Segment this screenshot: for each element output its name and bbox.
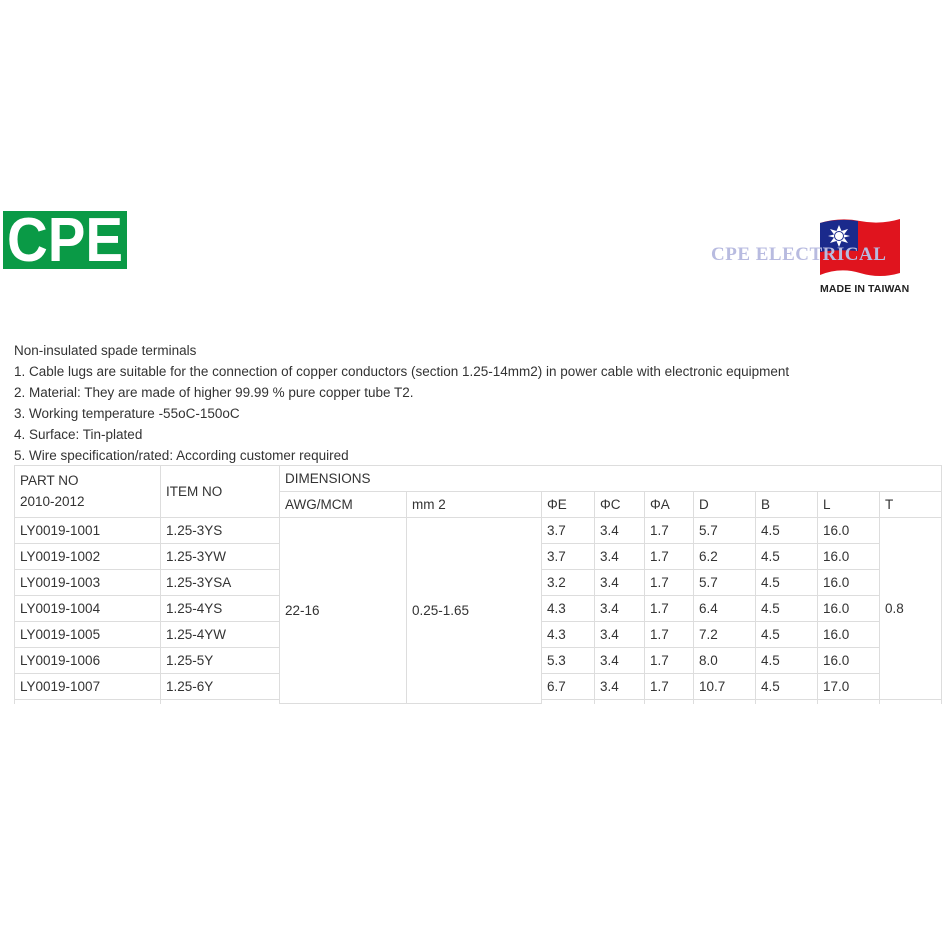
- part-no-cell: LY0019-1004: [15, 596, 161, 622]
- e-cell: 3.2: [542, 570, 595, 596]
- b-cell: 4.5: [756, 674, 818, 700]
- column-header: L: [818, 492, 880, 518]
- d-cell: 8.0: [694, 648, 756, 674]
- cpe-logo: [3, 211, 127, 269]
- awg-cell: 22-16: [280, 518, 407, 704]
- d-cell: 5.7: [694, 518, 756, 544]
- description-point: 1. Cable lugs are suitable for the connection of copper conductors (section 1.25-14mm2) in power cable with electronic equipment: [14, 364, 790, 379]
- b-cell: 4.5: [756, 570, 818, 596]
- column-header: T: [880, 492, 942, 518]
- a-cell: 1.7: [645, 674, 694, 700]
- l-cell: 16.0: [818, 570, 880, 596]
- b-cell: 4.5: [756, 648, 818, 674]
- column-header: AWG/MCM: [280, 492, 407, 518]
- dimensions-header: DIMENSIONS: [280, 466, 942, 492]
- b-cell: 4.5: [756, 596, 818, 622]
- mm2-cell: 0.25-1.65: [407, 518, 542, 704]
- e-cell: 3.7: [542, 544, 595, 570]
- b-cell: 4.5: [756, 518, 818, 544]
- logo-text: CPE: [7, 211, 123, 269]
- part-no-cell: LY0019-1001: [15, 518, 161, 544]
- description-point: 2. Material: They are made of higher 99.99 % pure copper tube T2.: [14, 385, 414, 400]
- part-no-cell: LY0019-1006: [15, 648, 161, 674]
- item-no-cell: 1.25-6Y: [161, 674, 280, 700]
- c-cell: 3.4: [595, 596, 645, 622]
- column-header: ΦE: [542, 492, 595, 518]
- l-cell: 16.0: [818, 648, 880, 674]
- a-cell: 1.7: [645, 596, 694, 622]
- part-no-cell: LY0019-1002: [15, 544, 161, 570]
- c-cell: 3.4: [595, 518, 645, 544]
- spec-table: [14, 465, 942, 704]
- c-cell: 3.4: [595, 544, 645, 570]
- item-no-cell: 1.25-4YS: [161, 596, 280, 622]
- l-cell: 16.0: [818, 622, 880, 648]
- company-name: CPE ELECTRICAL: [711, 244, 887, 265]
- d-cell: 7.2: [694, 622, 756, 648]
- e-cell: 4.3: [542, 596, 595, 622]
- part-no-header: [15, 466, 161, 518]
- e-cell: 4.3: [542, 622, 595, 648]
- part-no-cell: LY0019-1005: [15, 622, 161, 648]
- c-cell: 3.4: [595, 570, 645, 596]
- column-header: mm 2: [407, 492, 542, 518]
- item-no-cell: 1.25-3YSA: [161, 570, 280, 596]
- table-row: [15, 518, 942, 544]
- c-cell: 3.4: [595, 674, 645, 700]
- description-point: 4. Surface: Tin-plated: [14, 427, 143, 442]
- column-header: ΦC: [595, 492, 645, 518]
- column-header: D: [694, 492, 756, 518]
- a-cell: 1.7: [645, 544, 694, 570]
- d-cell: 10.7: [694, 674, 756, 700]
- item-no-cell: 1.25-3YS: [161, 518, 280, 544]
- description-title: Non-insulated spade terminals: [14, 343, 197, 358]
- description-point: 5. Wire specification/rated: According customer required: [14, 448, 349, 463]
- product-description: [14, 340, 789, 466]
- d-cell: 6.2: [694, 544, 756, 570]
- item-no-cell: 1.25-3YW: [161, 544, 280, 570]
- c-cell: 3.4: [595, 622, 645, 648]
- a-cell: 1.7: [645, 570, 694, 596]
- a-cell: 1.7: [645, 622, 694, 648]
- brand-block: [700, 214, 910, 304]
- part-no-cell: LY0019-1007: [15, 674, 161, 700]
- b-cell: 4.5: [756, 544, 818, 570]
- l-cell: 17.0: [818, 674, 880, 700]
- d-cell: 6.4: [694, 596, 756, 622]
- item-no-header: ITEM NO: [161, 466, 280, 518]
- column-header: ΦA: [645, 492, 694, 518]
- e-cell: 5.3: [542, 648, 595, 674]
- made-in-label: MADE IN TAIWAN: [820, 283, 910, 295]
- part-no-years: 2010-2012: [20, 494, 85, 509]
- column-header: B: [756, 492, 818, 518]
- l-cell: 16.0: [818, 544, 880, 570]
- c-cell: 3.4: [595, 648, 645, 674]
- description-point: 3. Working temperature -55oC-150oC: [14, 406, 240, 421]
- b-cell: 4.5: [756, 622, 818, 648]
- e-cell: 6.7: [542, 674, 595, 700]
- t-cell: 0.8: [880, 518, 942, 700]
- a-cell: 1.7: [645, 648, 694, 674]
- d-cell: 5.7: [694, 570, 756, 596]
- item-no-cell: 1.25-4YW: [161, 622, 280, 648]
- part-no-label: PART NO: [20, 473, 79, 488]
- part-no-cell: LY0019-1003: [15, 570, 161, 596]
- l-cell: 16.0: [818, 596, 880, 622]
- item-no-cell: 1.25-5Y: [161, 648, 280, 674]
- e-cell: 3.7: [542, 518, 595, 544]
- l-cell: 16.0: [818, 518, 880, 544]
- a-cell: 1.7: [645, 518, 694, 544]
